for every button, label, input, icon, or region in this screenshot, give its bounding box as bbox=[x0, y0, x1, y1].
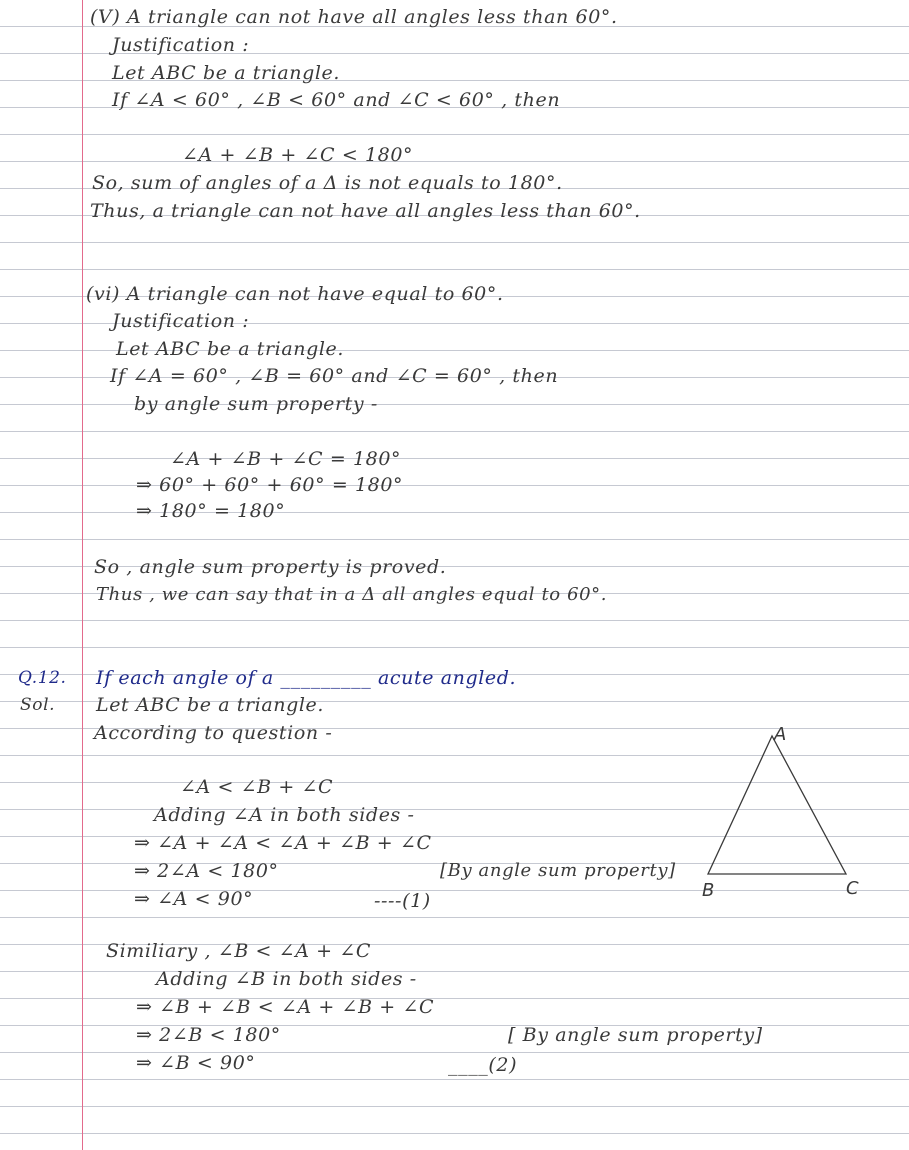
q12-equation-5: ⇒ ∠B + ∠B < ∠A + ∠B + ∠C bbox=[136, 996, 435, 1018]
part-v-justification: Justification : bbox=[112, 34, 250, 56]
triangle-shape bbox=[708, 736, 846, 874]
q12-equation-4-ref: ----(1) bbox=[374, 890, 431, 912]
part-vi-equation-3: ⇒ 180° = 180° bbox=[136, 500, 286, 522]
part-vi-equation-2: ⇒ 60° + 60° + 60° = 180° bbox=[136, 474, 404, 496]
part-v-so-line: So, sum of angles of a Δ is not equals to 180°. bbox=[92, 172, 563, 194]
q12-according-line: According to question - bbox=[94, 722, 333, 744]
part-v-if-line: If ∠A < 60° , ∠B < 60° and ∠C < 60° , then bbox=[112, 89, 561, 111]
q12-equation-2: ⇒ ∠A + ∠A < ∠A + ∠B + ∠C bbox=[134, 832, 432, 854]
q12-equation-1: ∠A < ∠B + ∠C bbox=[180, 776, 334, 798]
vertex-a-label: A bbox=[774, 724, 787, 745]
q12-adding-a: Adding ∠A in both sides - bbox=[154, 804, 415, 826]
vertex-b-label: B bbox=[702, 880, 715, 901]
q12-equation-4: ⇒ ∠A < 90° bbox=[134, 888, 254, 910]
part-vi-if-line: If ∠A = 60° , ∠B = 60° and ∠C = 60° , then bbox=[110, 365, 559, 387]
margin-line bbox=[82, 0, 83, 1150]
part-vi-equation-1: ∠A + ∠B + ∠C = 180° bbox=[170, 448, 402, 470]
part-v-heading: (V) A triangle can not have all angles less than 60°. bbox=[90, 6, 618, 28]
question-text: If each angle of a _________ acute angled. bbox=[96, 667, 517, 689]
part-vi-justification: Justification : bbox=[112, 310, 250, 332]
q12-adding-b: Adding ∠B in both sides - bbox=[156, 968, 417, 990]
q12-let-line: Let ABC be a triangle. bbox=[96, 694, 325, 716]
question-number: Q.12. bbox=[18, 668, 67, 688]
q12-equation-7: ⇒ ∠B < 90° bbox=[136, 1052, 256, 1074]
q12-equation-3-reason: [By angle sum property] bbox=[440, 860, 676, 881]
q12-equation-6-reason: [ By angle sum property] bbox=[508, 1024, 763, 1046]
vertex-c-label: C bbox=[846, 878, 859, 899]
q12-equation-6: ⇒ 2∠B < 180° bbox=[136, 1024, 281, 1046]
part-v-equation: ∠A + ∠B + ∠C < 180° bbox=[182, 144, 414, 166]
part-vi-thus-line: Thus , we can say that in a Δ all angles equal to 60°. bbox=[96, 584, 608, 605]
part-vi-so-line: So , angle sum property is proved. bbox=[94, 556, 447, 578]
q12-equation-7-ref: ____(2) bbox=[448, 1054, 518, 1076]
triangle-diagram bbox=[700, 720, 870, 905]
part-vi-by-line: by angle sum property - bbox=[134, 393, 378, 415]
q12-equation-3: ⇒ 2∠A < 180° bbox=[134, 860, 279, 882]
q12-similarly-line: Similiary , ∠B < ∠A + ∠C bbox=[106, 940, 371, 962]
solution-label: Sol. bbox=[20, 695, 56, 715]
part-vi-heading: (vi) A triangle can not have equal to 60°. bbox=[86, 283, 504, 305]
part-v-let-line: Let ABC be a triangle. bbox=[112, 62, 341, 84]
part-vi-let-line: Let ABC be a triangle. bbox=[116, 338, 345, 360]
part-v-thus-line: Thus, a triangle can not have all angles less than 60°. bbox=[90, 200, 641, 222]
